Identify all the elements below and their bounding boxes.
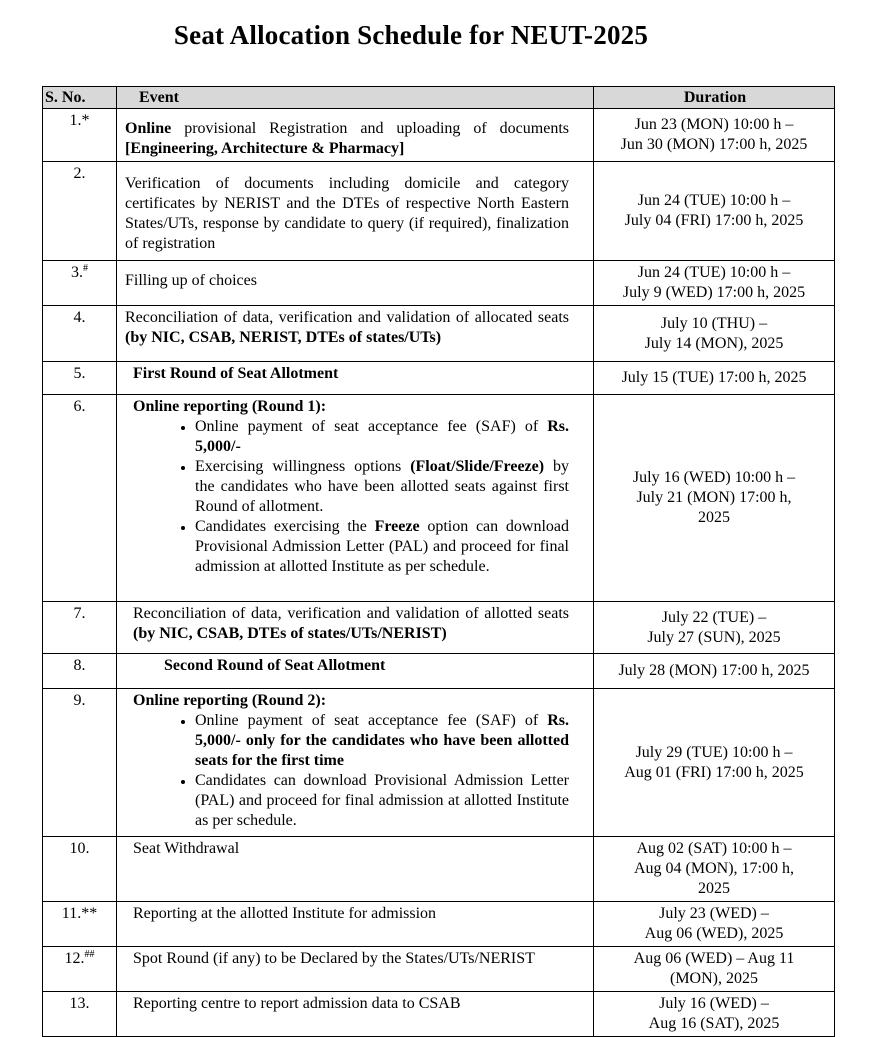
table-row: 8. Second Round of Seat Allotment July 28 (MON) 17:00 h, 2025 [43, 654, 835, 689]
event-cell: Online reporting (Round 1): • Online payment of seat acceptance fee (SAF) of Rs. 5,000/- • Exercising willingness options (Float/Slide/Freeze) by the candidates who have been allotted seats against first Round of allotment. • Candidates exercising the Freeze option can download Provisional Admission Letter (PAL) and proceed for final admission at allotted Institute as per schedule. [117, 395, 594, 602]
row-number: 1. [69, 112, 82, 129]
table-row: 12.## Spot Round (if any) to be Declared by the States/UTs/NERIST Aug 06 (WED) – Aug 11 (MON), 2025 [43, 947, 835, 992]
table-row: 10. Seat Withdrawal Aug 02 (SAT) 10:00 h – Aug 04 (MON), 17:00 h, 2025 [43, 837, 835, 902]
duration-cell: Jun 23 (MON) 10:00 h – Jun 30 (MON) 17:00 h, 2025 [594, 109, 835, 162]
event-cell: Reconciliation of data, verification and validation of allotted seats (by NIC, CSAB, DTEs of states/UTs/NERIST) [117, 602, 594, 654]
bullet-list [133, 711, 569, 831]
table-row: 7. Reconciliation of data, verification and validation of allotted seats (by NIC, CSAB, DTEs of states/UTs/NERIST) July 22 (TUE) – July 27 (SUN), 2025 [43, 602, 835, 654]
duration-cell: Jun 24 (TUE) 10:00 h – July 04 (FRI) 17:00 h, 2025 [594, 162, 835, 261]
header-sno: S. No. [43, 87, 117, 109]
event-cell: Online provisional Registration and uploading of documents [Engineering, Architecture & Pharmacy] [117, 109, 594, 162]
list-item: • Candidates exercising the Freeze option can download Provisional Admission Letter (PAL) and proceed for final admission at allotted Institute as per schedule. [195, 517, 569, 577]
duration-cell: July 15 (TUE) 17:00 h, 2025 [594, 362, 835, 395]
event-cell: Reconciliation of data, verification and validation of allocated seats (by NIC, CSAB, NERIST, DTEs of states/UTs) [117, 306, 594, 362]
duration-cell: July 22 (TUE) – July 27 (SUN), 2025 [594, 602, 835, 654]
list-item: • Exercising willingness options (Float/Slide/Freeze) by the candidates who have been allotted seats against first Round of allotment. [195, 457, 569, 517]
table-row: 3.# Filling up of choices Jun 24 (TUE) 10:00 h – July 9 (WED) 17:00 h, 2025 [43, 261, 835, 306]
header-event: Event [117, 87, 594, 109]
duration-cell: July 29 (TUE) 10:00 h – Aug 01 (FRI) 17:00 h, 2025 [594, 689, 835, 837]
event-cell: Filling up of choices [117, 261, 594, 306]
row-number-mark: * [81, 112, 90, 129]
table-row: 13. Reporting centre to report admission data to CSAB July 16 (WED) – Aug 16 (SAT), 2025 [43, 992, 835, 1037]
list-item: • Candidates can download Provisional Admission Letter (PAL) and proceed for final admission at allotted Institute as per schedule. [195, 771, 569, 831]
list-item: • Online payment of seat acceptance fee (SAF) of Rs. 5,000/- [195, 417, 569, 457]
duration-cell: Aug 02 (SAT) 10:00 h – Aug 04 (MON), 17:00 h, 2025 [594, 837, 835, 902]
row-number-mark: # [83, 263, 88, 274]
duration-cell: July 16 (WED) – Aug 16 (SAT), 2025 [594, 992, 835, 1037]
duration-cell: July 23 (WED) – Aug 06 (WED), 2025 [594, 902, 835, 947]
schedule-table [42, 86, 835, 1037]
event-cell: First Round of Seat Allotment [117, 362, 594, 395]
event-cell: Second Round of Seat Allotment [117, 654, 594, 689]
row-number-mark: ## [84, 949, 95, 960]
duration-cell: Jun 24 (TUE) 10:00 h – July 9 (WED) 17:00 h, 2025 [594, 261, 835, 306]
duration-cell: July 16 (WED) 10:00 h – July 21 (MON) 17:00 h, 2025 [594, 395, 835, 602]
table-header-row [43, 87, 835, 109]
table-row: 11.** Reporting at the allotted Institute for admission July 23 (WED) – Aug 06 (WED), 2025 [43, 902, 835, 947]
bullet-list [133, 417, 569, 577]
table-row: 2. Verification of documents including domicile and category certificates by NERIST and the DTEs of respective North Eastern States/UTs, response by candidate to query (if required), finalization of registration Jun 24 (TUE) 10:00 h – July 04 (FRI) 17:00 h, 2025 [43, 162, 835, 261]
duration-cell: Aug 06 (WED) – Aug 11 (MON), 2025 [594, 947, 835, 992]
event-cell: Seat Withdrawal [117, 837, 594, 902]
event-cell: Online reporting (Round 2): • Online payment of seat acceptance fee (SAF) of Rs. 5,000/- only for the candidates who have been allotted seats for the first time • Candidates can download Provisional Admission Letter (PAL) and proceed for final admission at allotted Institute as per schedule. [117, 689, 594, 837]
list-item: • Online payment of seat acceptance fee (SAF) of Rs. 5,000/- only for the candidates who have been allotted seats for the first time [195, 711, 569, 771]
table-row: 5. First Round of Seat Allotment July 15 (TUE) 17:00 h, 2025 [43, 362, 835, 395]
table-row [43, 109, 835, 162]
page-title: Seat Allocation Schedule for NEUT-2025 [173, 20, 649, 50]
table-row: 9. Online reporting (Round 2): • Online payment of seat acceptance fee (SAF) of Rs. 5,000/- only for the candidates who have been allotted seats for the first time • Candidates can download Provisional Admission Letter (PAL) and proceed for final admission at allotted Institute as per schedule. July 29 (TUE) 10:00 h – Aug 01 (FRI) 17:00 h, 2025 [43, 689, 835, 837]
header-duration: Duration [594, 87, 835, 109]
duration-cell: July 28 (MON) 17:00 h, 2025 [594, 654, 835, 689]
duration-cell: July 10 (THU) – July 14 (MON), 2025 [594, 306, 835, 362]
event-cell: Spot Round (if any) to be Declared by the States/UTs/NERIST [117, 947, 594, 992]
event-cell: Reporting at the allotted Institute for admission [117, 902, 594, 947]
table-row: 6. Online reporting (Round 1): • Online payment of seat acceptance fee (SAF) of Rs. 5,000/- • Exercising willingness options (Float/Slide/Freeze) by the candidates who have been allotted seats against first Round of allotment. • Candidates exercising the Freeze option can download Provisional Admission Letter (PAL) and proceed for final admission at allotted Institute as per schedule. July 16 (WED) 10:00 h – July 21 (MON) 17:00 h, 2025 [43, 395, 835, 602]
event-cell: Verification of documents including domicile and category certificates by NERIST and the DTEs of respective North Eastern States/UTs, response by candidate to query (if required), finalization of registration [117, 162, 594, 261]
event-cell: Reporting centre to report admission data to CSAB [117, 992, 594, 1037]
table-row: 4. Reconciliation of data, verification and validation of allocated seats (by NIC, CSAB, NERIST, DTEs of states/UTs) July 10 (THU) – July 14 (MON), 2025 [43, 306, 835, 362]
